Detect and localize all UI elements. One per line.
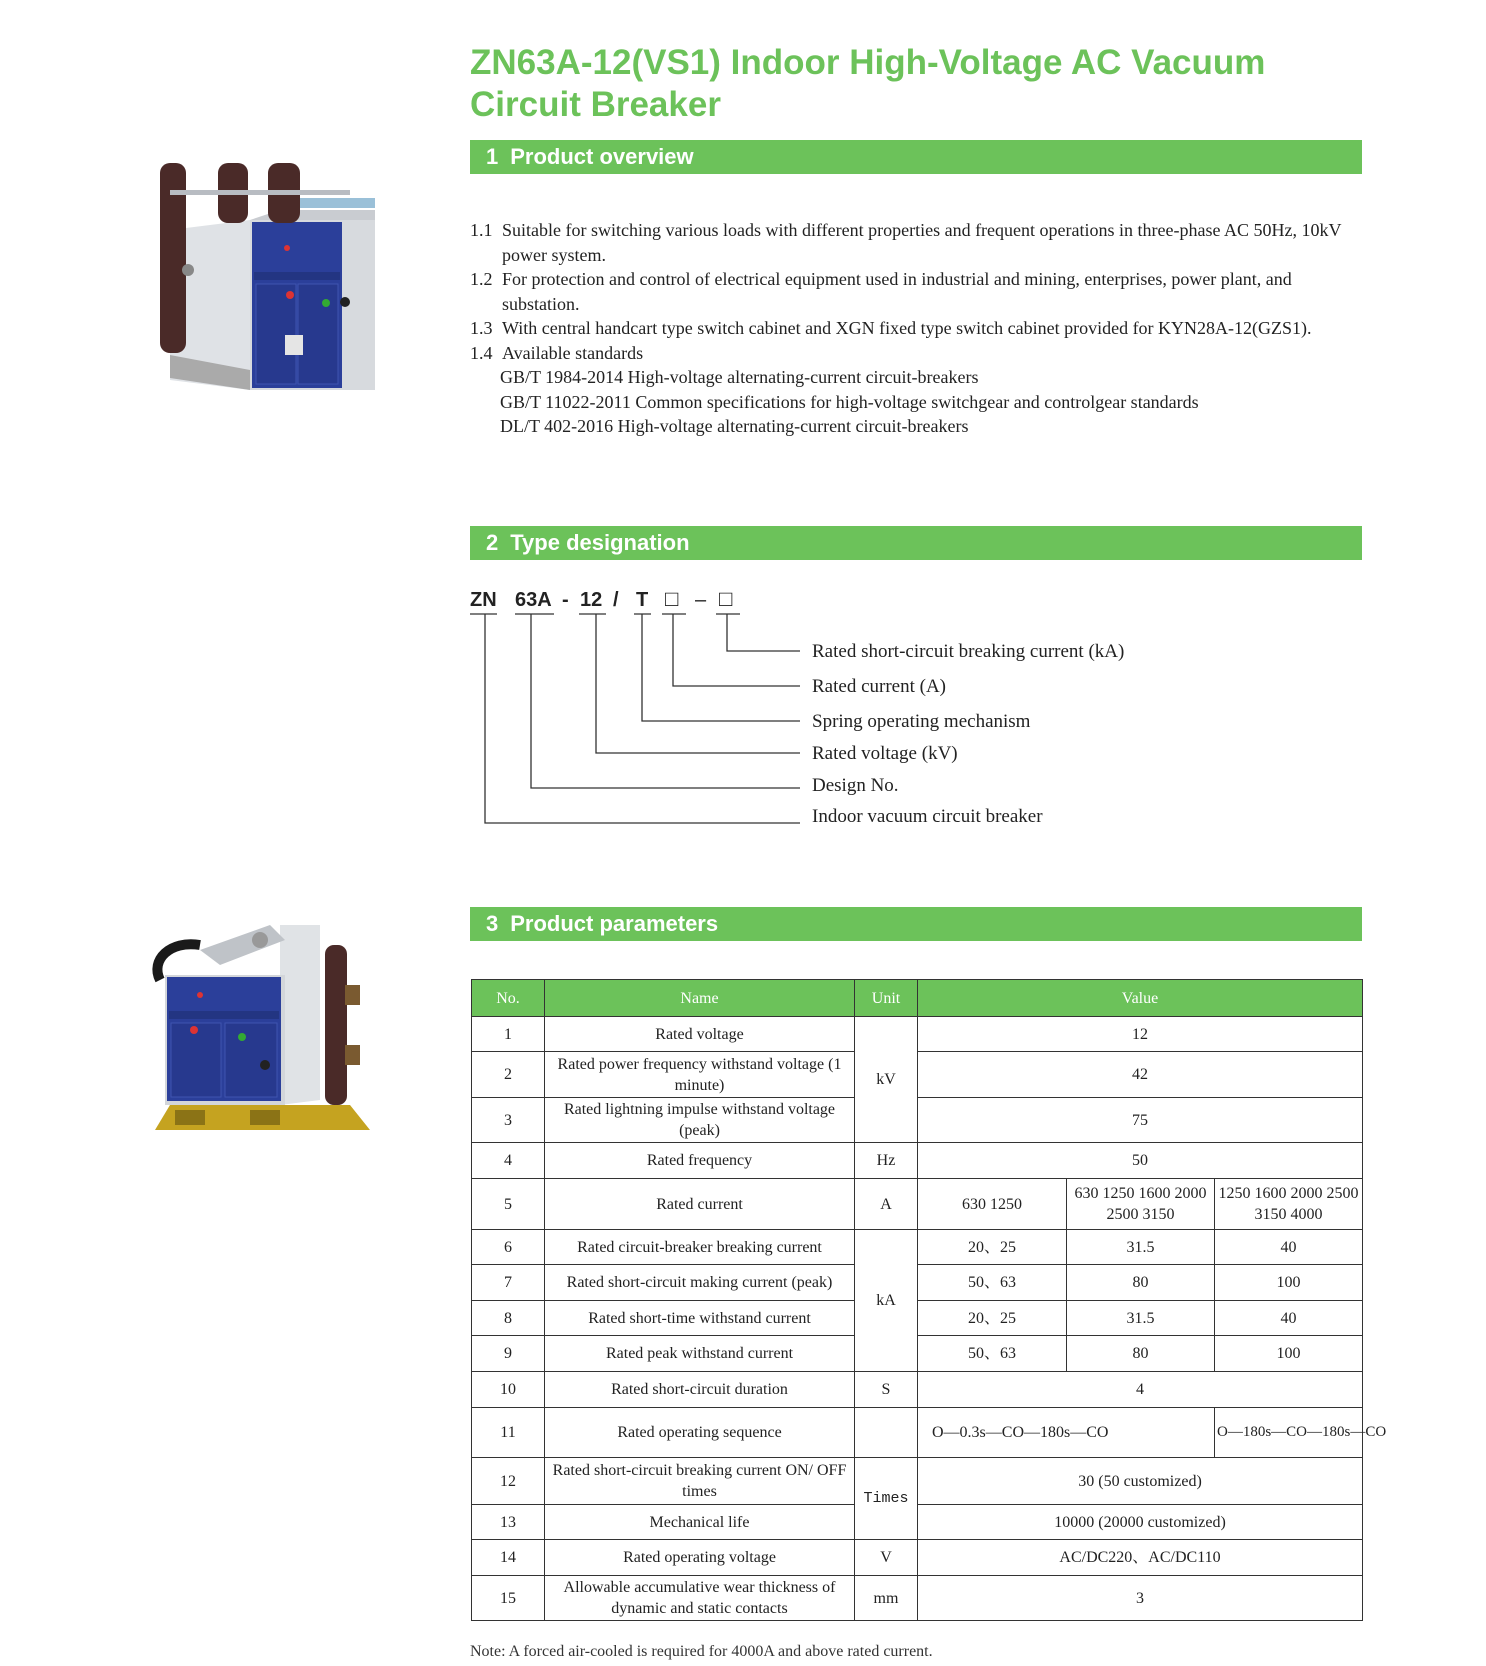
overview-item: 1.2 For protection and control of electrical equipment used in industrial and mining, enterprises, power plant, and substation. xyxy=(470,269,1292,314)
code-part: ZN xyxy=(470,589,497,611)
code-part: - xyxy=(562,589,569,611)
table-note: Note: A forced air-cooled is required for 4000A and above rated current. xyxy=(470,1643,933,1660)
standard-item: DL/T 402-2016 High-voltage alternating-current circuit-breakers xyxy=(500,416,969,436)
standard-item: GB/T 1984-2014 High-voltage alternating-current circuit-breakers xyxy=(500,367,979,387)
designation-label: Spring operating mechanism xyxy=(812,711,1031,732)
circuit-breaker-photo-front xyxy=(150,160,380,392)
header-unit: Unit xyxy=(855,980,918,1017)
header-value: Value xyxy=(918,980,1363,1017)
section-header-product-parameters: 3 Product parameters xyxy=(470,907,1362,941)
code-part: – xyxy=(695,589,707,611)
overview-item: 1.1 Suitable for switching various loads with different properties and frequent operations in three-phase AC 50Hz, 10kV power system. xyxy=(470,220,1342,265)
code-part: T xyxy=(636,589,649,611)
designation-label: Rated current (A) xyxy=(812,676,946,697)
circuit-breaker-photo-side xyxy=(140,905,380,1137)
table-row: 11 Rated operating sequence O—0.3s—CO—180s—CO O—180s—CO—180s—CO xyxy=(472,1408,1363,1458)
table-header-row xyxy=(472,980,1363,1017)
table-row: 4 Rated frequency Hz 50 xyxy=(472,1143,1363,1179)
code-part: / xyxy=(613,589,619,611)
table-row: 3 Rated lightning impulse withstand voltage (peak) 75 xyxy=(472,1098,1363,1143)
header-no: No. xyxy=(472,980,545,1017)
designation-label: Rated short-circuit breaking current (kA) xyxy=(812,641,1125,662)
overview-list xyxy=(470,218,1370,439)
table-row: 2 Rated power frequency withstand voltage (1 minute) 42 xyxy=(472,1052,1363,1098)
table-row: 9 Rated peak withstand current 50、63 80 100 xyxy=(472,1336,1363,1372)
section-header-overview: 1 Product overview xyxy=(470,140,1362,174)
table-row: 8 Rated short-time withstand current 20、25 31.5 40 xyxy=(472,1301,1363,1336)
page-title: ZN63A-12(VS1) Indoor High-Voltage AC Vacuum Circuit Breaker xyxy=(470,43,1266,124)
designation-label: Indoor vacuum circuit breaker xyxy=(812,806,1043,827)
section-header-type-designation: 2 Type designation xyxy=(470,526,1362,560)
table-row: 10 Rated short-circuit duration S 4 xyxy=(472,1372,1363,1408)
code-part: 63A xyxy=(515,589,552,611)
designation-label: Rated voltage (kV) xyxy=(812,743,958,764)
table-row: 13 Mechanical life 10000 (20000 customized) xyxy=(472,1505,1363,1540)
table-row: 12 Rated short-circuit breaking current ON/ OFF times Times 30 (50 customized) xyxy=(472,1458,1363,1505)
code-part: □ xyxy=(665,586,679,611)
designation-label: Design No. xyxy=(812,775,899,796)
overview-item: 1.4 Available standards xyxy=(470,342,644,363)
code-part: □ xyxy=(719,586,733,611)
parameters-table xyxy=(471,979,1387,1621)
code-part: 12 xyxy=(580,589,603,611)
header-name: Name xyxy=(545,980,855,1017)
overview-item: 1.3 With central handcart type switch cabinet and XGN fixed type switch cabinet provided for KYN28A-12(GZS1). xyxy=(470,318,1312,338)
table-row: 15 Allowable accumulative wear thickness of dynamic and static contacts mm 3 xyxy=(472,1576,1363,1621)
table-row: 14 Rated operating voltage V AC/DC220、AC/DC110 xyxy=(472,1540,1363,1576)
table-row: 7 Rated short-circuit making current (peak) 50、63 80 100 xyxy=(472,1265,1363,1301)
table-row: 1 Rated voltage kV 12 xyxy=(472,1017,1363,1052)
table-row: 6 Rated circuit-breaker breaking current kA 20、25 31.5 40 xyxy=(472,1230,1363,1265)
table-row: 5 Rated current A 630 1250 630 1250 1600 2000 2500 3150 1250 1600 2000 2500 3150 4000 xyxy=(472,1179,1363,1230)
standard-item: GB/T 11022-2011 Common specifications for high-voltage switchgear and controlgear standards xyxy=(500,391,1199,412)
